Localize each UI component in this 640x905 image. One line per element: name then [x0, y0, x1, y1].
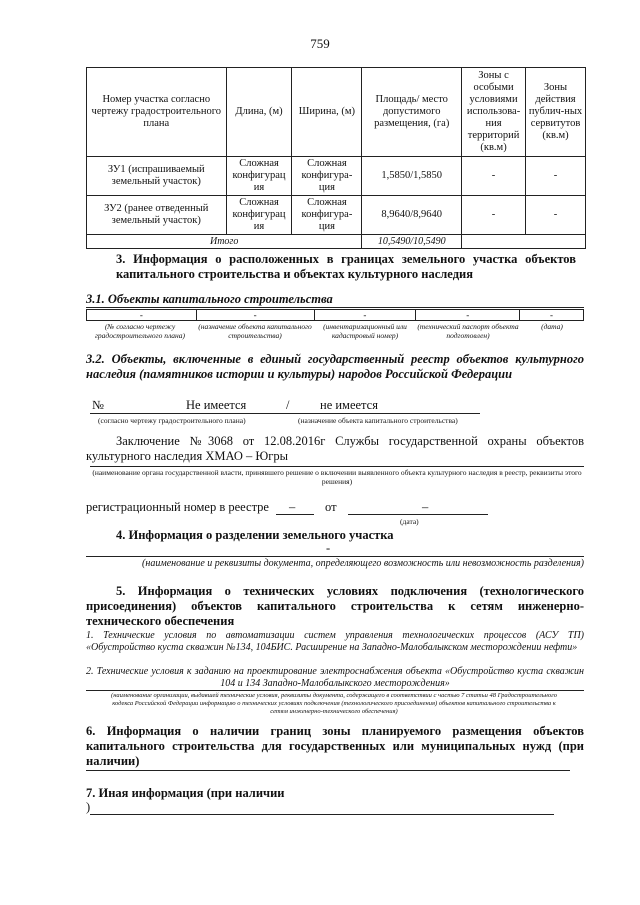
conclusion-text: Заключение №3068 от 12.08.2016г Службы государственной охраны объектов культурного наследия ХМАО – Югры [86, 434, 584, 463]
section-7-bracket: ) [86, 800, 91, 814]
caption-number: (№ согласно чертежу градостроительного плана) [94, 322, 186, 340]
reg-date-line [348, 514, 488, 515]
table-cell: ЗУ2 (ранее отведенный земельный участок) [87, 196, 227, 235]
table-total-row [87, 235, 586, 249]
section-5-line [86, 690, 584, 691]
table-cell: ЗУ1 (испрашиваемый земельный участок) [87, 157, 227, 196]
table-row [87, 157, 586, 196]
section-5-item-2: 2. Технические условия к заданию на проектирование электроснабжения объекта «Обустройство куста скважин 104 и 134 Западно-Малобалыкского месторождения» [86, 666, 584, 689]
table-cell: - [526, 157, 586, 196]
table-cell: Сложная конфигурац ия [226, 157, 292, 196]
heritage-slash: / [286, 398, 290, 412]
objects-cell: - [416, 310, 520, 321]
table-cell: - [526, 196, 586, 235]
header-cell: Зоны действия публич-ных сервитутов (кв.м) [526, 68, 586, 157]
number-sign: № [92, 398, 104, 412]
objects-cell: - [87, 310, 197, 321]
header-cell: Площадь/ место допустимого размещения, (га) [362, 68, 462, 157]
table-cell: - [462, 157, 526, 196]
section-3-title: 3. Информация о расположенных в границах земельного участка объектов капитального строительства и объектах культурного наследия [116, 252, 576, 281]
header-cell: Длина, (м) [226, 68, 292, 157]
caption-purpose: (назначение объекта капитального строительства) [198, 322, 312, 340]
section-7-title: 7. Иная информация (при наличии [86, 786, 285, 800]
header-cell: Ширина, (м) [292, 68, 362, 157]
table-cell: - [462, 196, 526, 235]
section-4-title: 4. Информация о разделении земельного участка [116, 528, 394, 542]
section-3-1-title: 3.1. Объекты капитального строительства [86, 292, 584, 308]
section-4-dash: - [326, 541, 331, 555]
total-value: 10,5490/10,5490 [362, 235, 462, 249]
section-5-caption: (наименование организации, выдавшей технические условия, реквизиты документа, содержащего в соответствии с частью 7 статьи 48 Градостроительного кодекса Российской Федерации информацию о технических условиях подключения (технологического присоединения) объектов капитального строительства к сетям инженерно-технического обеспечения) [111, 692, 557, 715]
section-5-title: 5. Информация о технических условиях подключения (технологического присоединения) объектов капитального строительства к сетям инженерно-технического обеспечения [86, 584, 584, 628]
reg-date: – [422, 500, 429, 514]
header-cell: Номер участка согласно чертежу градостроительного плана [87, 68, 227, 157]
section-6-line [86, 770, 570, 771]
section-4-caption: (наименование и реквизиты документа, определяющего возможность или невозможность разделения) [142, 558, 584, 569]
objects-cell: - [314, 310, 416, 321]
table-header-row [87, 68, 586, 157]
heritage-caption-b: (назначение объекта капитального строительства) [298, 416, 458, 425]
section-6-title: 6. Информация о наличии границ зоны планируемого размещения объектов капитального строительства для государственных или муниципальных нужд (при наличии) [86, 724, 584, 768]
conclusion-caption: (наименование органа государственной власти, принявшего решение о включении выявленного объекта культурного наследия в реестр, реквизиты этого решения) [92, 468, 582, 486]
heritage-value-1: Не имеется [186, 398, 247, 412]
table-cell: Сложная конфигурац ия [226, 196, 292, 235]
page-number: 759 [310, 36, 330, 51]
table-cell: 8,9640/8,9640 [362, 196, 462, 235]
objects-cell: - [520, 310, 584, 321]
reg-label: регистрационный номер в реестре [86, 500, 269, 514]
reg-number: – [289, 500, 296, 514]
table-cell: Сложная конфигура-ция [292, 196, 362, 235]
objects-cell: - [196, 310, 314, 321]
section-3-2-title: 3.2. Объекты, включенные в единый государственный реестр объектов культурного наследия (памятников истории и культуры) народов Российской Федерации [86, 352, 584, 381]
heritage-line [90, 413, 480, 414]
reg-date-caption: (дата) [400, 517, 419, 526]
table-cell: Сложная конфигура-ция [292, 157, 362, 196]
heritage-value-2: не имеется [320, 398, 378, 412]
heritage-caption-a: (согласно чертежу градостроительного плана) [98, 416, 246, 425]
table-cell: 1,5850/1,5850 [362, 157, 462, 196]
reg-from: от [325, 500, 337, 514]
section-4-line [86, 556, 584, 557]
objects-table [86, 309, 584, 321]
total-label: Итого [87, 235, 362, 249]
caption-inventory: (инвентаризационный или кадастровый номер) [323, 322, 407, 340]
caption-date: (дата) [541, 322, 563, 331]
conclusion-line [90, 466, 584, 467]
parcel-table [86, 67, 586, 249]
section-5-item-1: 1. Технические условия по автоматизации систем управления технологических процессов (АСУ ТП) «Обустройство куста скважин №134, 104БИС. Расширение на Западно-Малобалыкском месторождении нефти» [86, 630, 584, 653]
header-cell: Зоны с особыми условиями использова-ния территорий (кв.м) [462, 68, 526, 157]
total-empty [462, 235, 586, 249]
table-row [87, 196, 586, 235]
caption-passport: (технический паспорт объекта подготовлен) [417, 322, 519, 340]
section-7-line [90, 814, 554, 815]
